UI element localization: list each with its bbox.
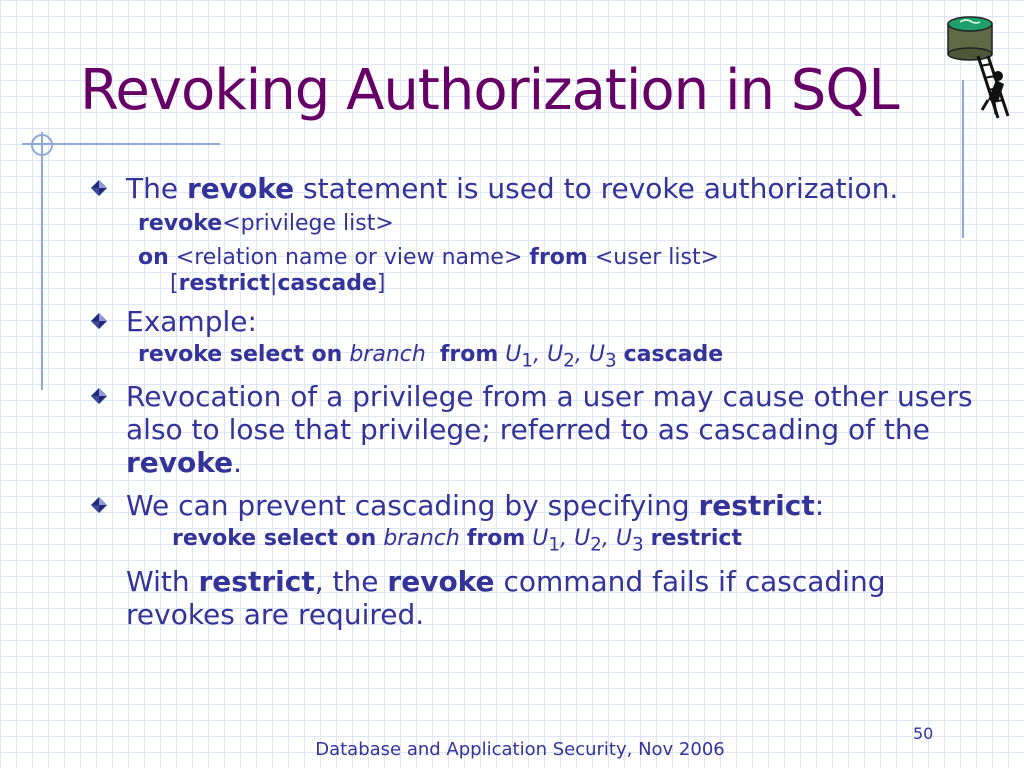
bullet-diamond-icon [90, 387, 108, 405]
user-symbol: U [532, 526, 549, 552]
bullet-diamond-icon [90, 312, 108, 330]
subscript: 1 [548, 534, 561, 556]
keyword-revoke: revoke [387, 564, 495, 598]
page-number: 50 [913, 724, 934, 743]
syntax-line-1 [86, 211, 986, 237]
title-decoration-vline [41, 132, 43, 390]
paragraph-restrict-fails [86, 565, 986, 631]
example-revoke-cascade [86, 342, 986, 374]
keyword-from: from [466, 526, 526, 552]
keyword-on: on [138, 245, 169, 270]
bullet-diamond-icon [90, 496, 108, 514]
bullet-revoke-statement [86, 172, 986, 205]
slide-footer: Database and Application Security, Nov 2006 [315, 739, 725, 760]
user-symbol: U [588, 342, 605, 367]
database-logo-icon [944, 12, 1016, 124]
example-revoke-restrict [86, 526, 986, 558]
subscript: 1 [521, 350, 534, 372]
relation-name: branch [383, 526, 460, 552]
text: command fails if cascading revokes are required. [126, 564, 886, 631]
relation-name: branch [349, 342, 426, 367]
syntax-line-3 [86, 271, 986, 297]
keyword-revoke: revoke [138, 211, 223, 236]
slide-content [86, 172, 986, 631]
subscript: 3 [604, 350, 617, 372]
user-symbol: U [615, 526, 632, 552]
keyword-revoke: revoke [126, 446, 234, 480]
keyword-cascade: cascade [623, 342, 724, 367]
user-symbol: U [505, 342, 522, 367]
keyword-restrict: restrict [650, 526, 742, 552]
keyword: revoke select on [172, 526, 377, 552]
separator: , [560, 526, 575, 552]
title-decoration-circle [31, 134, 53, 156]
subscript: 2 [563, 350, 575, 372]
text: Revocation of a privilege from a user may cause other users also to lose that privilege; referred to as cascading of the [126, 380, 973, 447]
separator: , [601, 526, 616, 552]
slide-title: Revoking Authorization in SQL [80, 58, 899, 123]
text: : [814, 489, 825, 523]
subscript: 3 [631, 534, 644, 556]
user-symbol: U [547, 342, 564, 367]
syntax-line-2 [86, 245, 986, 271]
bracket-open: [ [170, 271, 179, 296]
keyword-cascade: cascade [277, 271, 377, 296]
user-list: <user list> [587, 245, 720, 270]
text: With [126, 564, 199, 598]
separator: , [574, 342, 589, 367]
bullet-example [86, 305, 986, 338]
keyword-from: from [529, 245, 588, 270]
text: , the [314, 564, 388, 598]
pipe: | [269, 271, 278, 296]
keyword-restrict: restrict [178, 271, 270, 296]
keyword: revoke select on [138, 342, 343, 367]
bullet-diamond-icon [90, 179, 108, 197]
separator: , [533, 342, 548, 367]
text: . [233, 446, 243, 480]
text: Example: [126, 305, 257, 338]
keyword-revoke: revoke [186, 172, 295, 205]
bullet-revocation-cascade [86, 380, 986, 479]
bullet-prevent-cascading [86, 489, 986, 522]
keyword-restrict: restrict [198, 564, 315, 598]
text: We can prevent cascading by specifying [126, 489, 699, 523]
privilege-list: <privilege list> [222, 211, 394, 236]
relation-name: <relation name or view name> [168, 245, 530, 270]
subscript: 2 [590, 534, 602, 556]
keyword-restrict: restrict [698, 489, 815, 523]
text: statement is used to revoke authorization. [294, 172, 899, 205]
keyword-from: from [439, 342, 499, 367]
user-symbol: U [574, 526, 591, 552]
bracket-close: ] [376, 271, 386, 296]
text: The [126, 172, 187, 205]
